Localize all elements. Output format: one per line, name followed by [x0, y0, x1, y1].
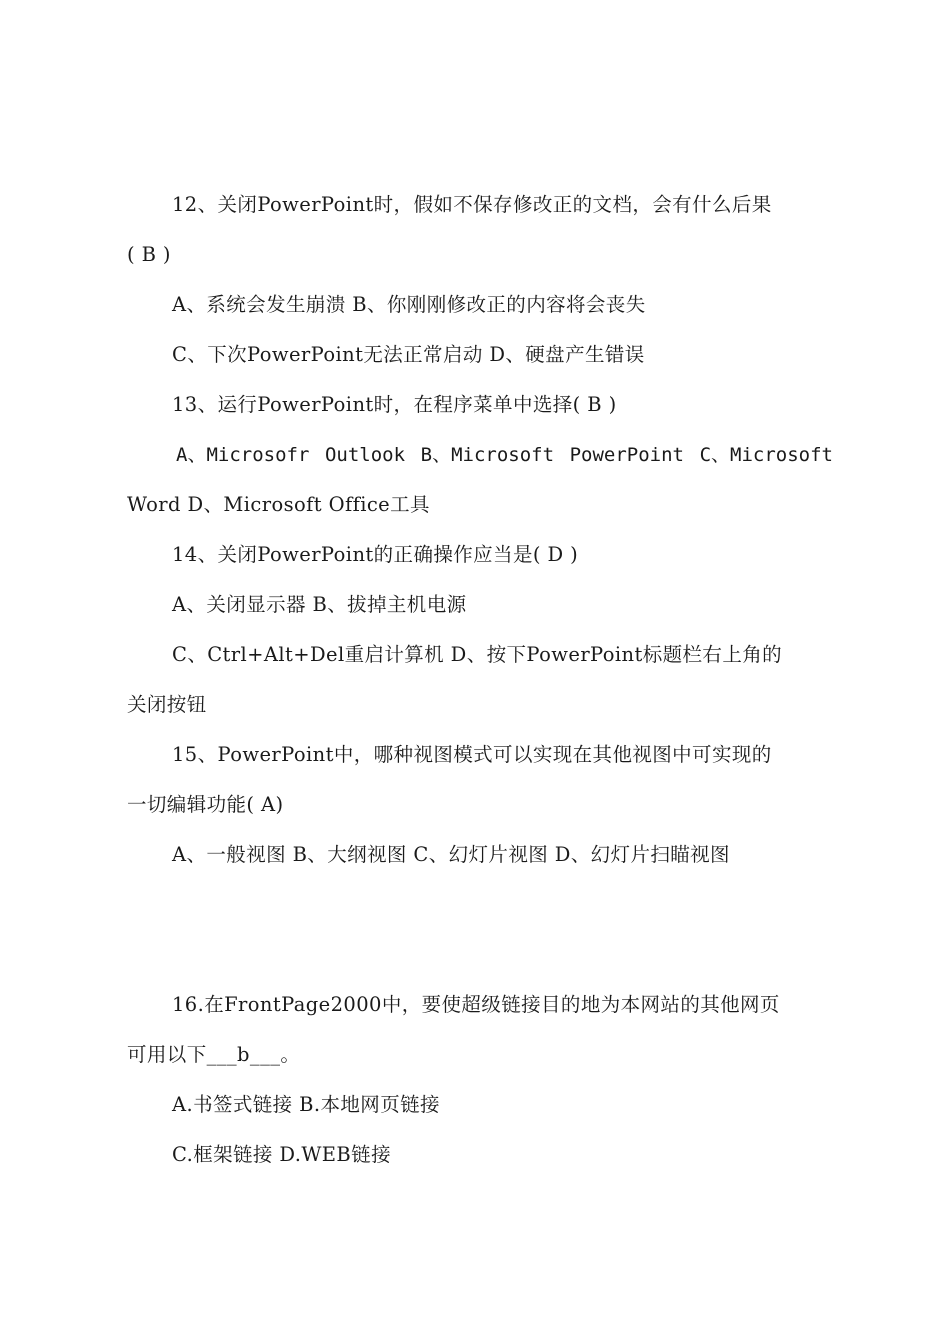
question-13-option-b: B、Microsoft: [420, 444, 555, 466]
question-16-stem-cont: 可用以下___b___。: [127, 1043, 301, 1066]
question-13-option-c: C、Microsoft: [699, 444, 833, 466]
question-14-stem: 14、关闭PowerPoint的正确操作应当是( D ): [172, 543, 579, 566]
question-13-option-a-part2: Outlook: [324, 444, 406, 466]
question-15-stem-cont: 一切编辑功能( A): [127, 793, 284, 816]
question-12-stem: 12、关闭PowerPoint时，假如不保存修改正的文档，会有什么后果: [172, 193, 772, 216]
document-body: [127, 180, 833, 1180]
question-16-options-cd: C.框架链接 D.WEB链接: [172, 1143, 391, 1166]
question-12-options-cd: C、下次PowerPoint无法正常启动 D、硬盘产生错误: [172, 343, 645, 366]
question-13-options-row1: [127, 430, 833, 480]
question-15-stem: 15、PowerPoint中，哪种视图模式可以实现在其他视图中可实现的: [172, 743, 772, 766]
question-13-stem: 13、运行PowerPoint时，在程序菜单中选择( B ): [172, 393, 617, 416]
question-16-options-ab: A.书签式链接 B.本地网页链接: [172, 1093, 440, 1116]
question-14-options-cd: C、Ctrl+Alt+Del重启计算机 D、按下PowerPoint标题栏右上角的: [172, 643, 783, 666]
section-spacer: [127, 880, 833, 980]
question-15-options: A、一般视图 B、大纲视图 C、幻灯片视图 D、幻灯片扫瞄视图: [172, 843, 730, 866]
question-13-options-row2: Word D、Microsoft Office工具: [127, 493, 430, 516]
question-14-options-ab: A、关闭显示器 B、拔掉主机电源: [172, 593, 467, 616]
question-12-options-ab: A、系统会发生崩溃 B、你刚刚修改正的内容将会丧失: [172, 293, 646, 316]
question-13-option-a: A、Microsofr: [176, 444, 310, 466]
question-12-answer: ( B ): [127, 243, 171, 266]
question-14-options-cd-cont: 关闭按钮: [127, 693, 207, 716]
question-13-option-b-part2: PowerPoint: [569, 444, 684, 466]
question-16-stem: 16.在FrontPage2000中，要使超级链接目的地为本网站的其他网页: [172, 993, 780, 1016]
